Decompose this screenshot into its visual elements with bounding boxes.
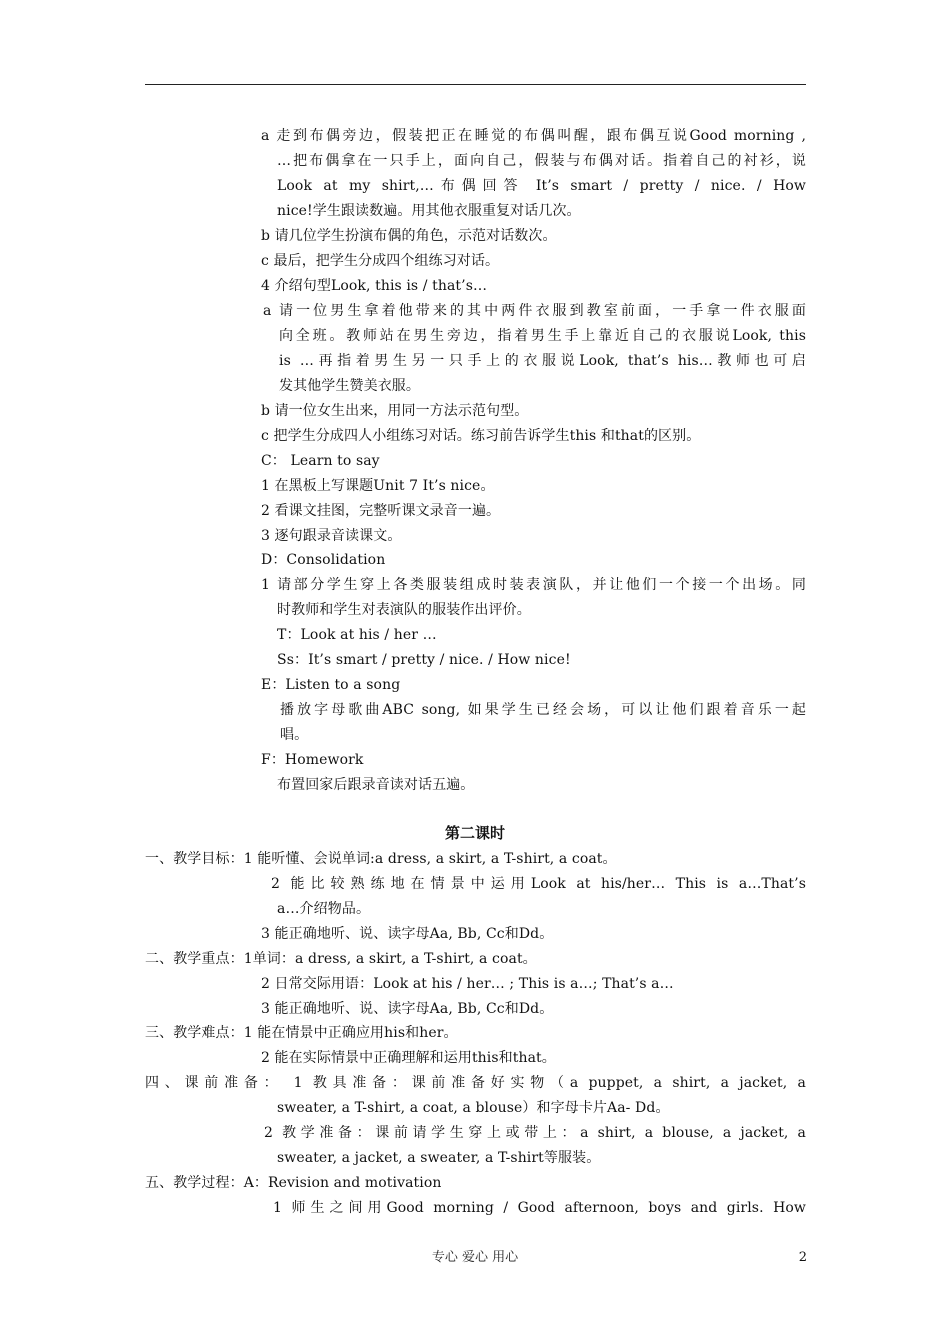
text-line: a 走到布偶旁边，假装把正在睡觉的布偶叫醒，跟布偶互说Good morning , xyxy=(261,128,806,144)
text-line: 四、课前准备： 1 教具准备：课前准备好实物（a puppet, a shirt, a jacket, a xyxy=(145,1075,806,1091)
text-line: 3 能正确地听、说、读字母Aa, Bb, Cc和Dd。 xyxy=(261,926,554,942)
text-line: 唱。 xyxy=(280,727,309,743)
text-line: 播放字母歌曲ABC song, 如果学生已经会场，可以让他们跟着音乐一起 xyxy=(280,702,806,718)
text-line: 2 能比较熟练地在情景中运用Look at his/her… This is a…That’s xyxy=(271,876,806,892)
text-line: 2 日常交际用语：Look at his / her… ; This is a…; That’s a… xyxy=(261,976,674,992)
text-line: 一、教学目标：1 能听懂、会说单词:a dress, a skirt, a T-shirt, a coat。 xyxy=(145,851,617,867)
text-line: sweater, a jacket, a sweater, a T-shirt等服装。 xyxy=(277,1150,601,1166)
text-line: nice!学生跟读数遍。用其他衣服重复对话几次。 xyxy=(277,203,581,219)
text-line: 1 师生之间用Good morning / Good afternoon, boys and girls. How xyxy=(273,1200,806,1216)
text-line: F：Homework xyxy=(261,752,364,768)
text-line: 1 在黑板上写课题Unit 7 It’s nice。 xyxy=(261,478,495,494)
header-rule xyxy=(145,84,806,85)
text-line: 发其他学生赞美衣服。 xyxy=(279,378,420,394)
text-line: E：Listen to a song xyxy=(261,677,401,693)
text-line: 2 看课文挂图，完整听课文录音一遍。 xyxy=(261,503,501,519)
section-title: 第二课时 xyxy=(444,824,505,842)
text-line: b 请一位女生出来，用同一方法示范句型。 xyxy=(261,403,529,419)
text-line: Ss：It’s smart / pretty / nice. / How nice! xyxy=(277,652,571,668)
text-line: 2 能在实际情景中正确理解和运用this和that。 xyxy=(261,1050,556,1066)
page-number: 2 xyxy=(798,1250,807,1265)
text-line: T：Look at his / her … xyxy=(277,627,437,643)
text-line: D：Consolidation xyxy=(261,552,386,568)
text-line: Look at my shirt,…布偶回答 It’s smart / pretty / nice. / How xyxy=(277,178,806,194)
text-line: 2 教学准备：课前请学生穿上或带上：a shirt, a blouse, a jacket, a xyxy=(264,1125,806,1141)
text-line: sweater, a T-shirt, a coat, a blouse）和字母卡片Aa- Dd。 xyxy=(277,1100,670,1116)
text-line: a 请一位男生拿着他带来的其中两件衣服到教室前面，一手拿一件衣服面 xyxy=(263,303,806,319)
text-line: 五、教学过程：A：Revision and motivation xyxy=(145,1175,442,1191)
text-line: 时教师和学生对表演队的服装作出评价。 xyxy=(277,602,531,618)
text-line: 3 能正确地听、说、读字母Aa, Bb, Cc和Dd。 xyxy=(261,1001,554,1017)
text-line: 向全班。教师站在男生旁边，指着男生手上靠近自己的衣服说Look, this xyxy=(279,328,806,344)
text-line: 三、教学难点：1 能在情景中正确应用his和her。 xyxy=(145,1025,458,1041)
text-line: 布置回家后跟录音读对话五遍。 xyxy=(277,777,475,793)
page-footer: 专心 爱心 用心 xyxy=(431,1250,519,1265)
text-line: c 最后，把学生分成四个组练习对话。 xyxy=(261,253,500,269)
text-line: 3 逐句跟录音读课文。 xyxy=(261,528,402,544)
text-line: 1 请部分学生穿上各类服装组成时装表演队，并让他们一个接一个出场。同 xyxy=(261,577,806,593)
text-line: 二、教学重点：1单词：a dress, a skirt, a T-shirt, a coat。 xyxy=(145,951,537,967)
text-line: …把布偶拿在一只手上，面向自己，假装与布偶对话。指着自己的衬衫，说 xyxy=(277,153,806,169)
text-line: 4 介绍句型Look, this is / that’s… xyxy=(261,278,488,294)
text-line: b 请几位学生扮演布偶的角色，示范对话数次。 xyxy=(261,228,557,244)
text-line: a…介绍物品。 xyxy=(277,901,371,917)
text-line: C： Learn to say xyxy=(261,453,380,469)
text-line: c 把学生分成四人小组练习对话。练习前告诉学生this 和that的区别。 xyxy=(261,428,701,444)
text-line: is …再指着男生另一只手上的衣服说Look, that’s his…教师也可启 xyxy=(279,353,806,369)
